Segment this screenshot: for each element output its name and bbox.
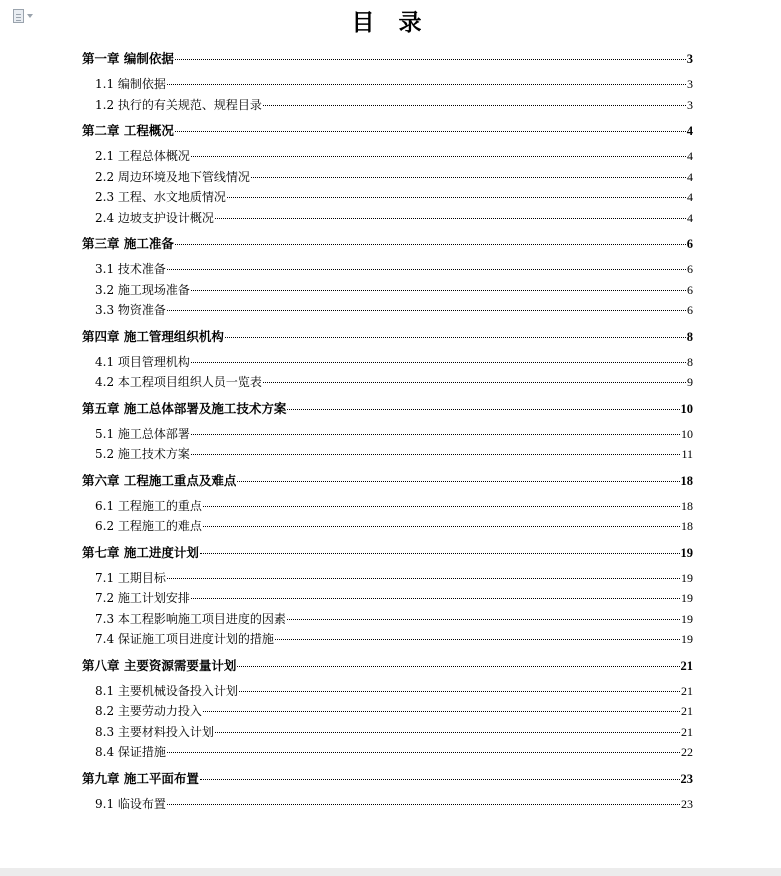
dot-leader bbox=[191, 454, 681, 455]
dot-leader bbox=[239, 691, 680, 692]
toc-section-entry[interactable] bbox=[82, 259, 693, 280]
toc-entry-label: 3.3 物资准备 bbox=[95, 303, 166, 317]
toc-section-entry[interactable] bbox=[82, 424, 693, 445]
toc-page-number: 19 bbox=[681, 591, 693, 605]
toc-entry-label: 8.2 主要劳动力投入 bbox=[95, 704, 202, 718]
page-title: 目 录 bbox=[351, 9, 430, 36]
toc-section-entry[interactable] bbox=[82, 496, 693, 517]
dot-leader bbox=[263, 105, 686, 106]
toc-entry-label: 第二章 工程概况 bbox=[82, 123, 174, 138]
dot-leader bbox=[200, 553, 680, 554]
toc-section-entry[interactable] bbox=[82, 794, 693, 815]
toc-chapter-entry[interactable] bbox=[82, 398, 693, 419]
toc-page-number: 19 bbox=[680, 545, 693, 560]
toc-page-number: 19 bbox=[681, 632, 693, 646]
toc-chapter-entry[interactable] bbox=[82, 768, 693, 789]
dot-leader bbox=[191, 156, 686, 157]
dot-leader bbox=[175, 244, 686, 245]
dot-leader bbox=[203, 711, 680, 712]
toc-chapter-entry[interactable] bbox=[82, 470, 693, 491]
toc-entry-label: 2.4 边坡支护设计概况 bbox=[95, 210, 214, 225]
dot-leader bbox=[287, 409, 679, 410]
dot-leader bbox=[175, 59, 686, 60]
toc-section-entry[interactable] bbox=[82, 629, 693, 650]
toc-entry-label: 第三章 施工准备 bbox=[82, 236, 174, 251]
toc-page-number: 4 bbox=[687, 210, 693, 225]
toc-section-entry[interactable] bbox=[82, 568, 693, 589]
dot-leader bbox=[167, 752, 680, 753]
toc-page-number: 19 bbox=[681, 611, 693, 626]
dot-leader bbox=[200, 779, 680, 780]
toc-chapter-entry[interactable] bbox=[82, 655, 693, 676]
toc-section-entry[interactable] bbox=[82, 146, 693, 167]
toc-page-number: 6 bbox=[686, 237, 693, 251]
toc-page-number: 6 bbox=[687, 262, 693, 276]
toc-entry-label: 1.2 执行的有关规范、规程目录 bbox=[95, 97, 262, 112]
toc-page-number: 4 bbox=[687, 190, 693, 204]
dot-leader bbox=[191, 290, 686, 291]
toc-section-entry[interactable] bbox=[82, 74, 693, 95]
toc-page-number: 8 bbox=[687, 354, 693, 369]
toc-section-entry[interactable] bbox=[82, 588, 693, 609]
dot-leader bbox=[215, 732, 680, 733]
toc-page-number: 19 bbox=[681, 570, 693, 585]
toc-page-number: 21 bbox=[681, 683, 693, 698]
toc-section-entry[interactable] bbox=[82, 208, 693, 229]
toc-entry-label: 2.3 工程、水文地质情况 bbox=[95, 190, 226, 204]
toc-entry-label: 6.1 工程施工的重点 bbox=[95, 498, 202, 513]
toc-entry-label: 4.1 项目管理机构 bbox=[95, 354, 190, 369]
toc-entry-label: 6.2 工程施工的难点 bbox=[95, 519, 202, 533]
toc-page-number: 23 bbox=[680, 771, 693, 786]
toc-page-number: 3 bbox=[687, 97, 693, 112]
toc-page-number: 18 bbox=[681, 519, 693, 533]
toc-page-number: 11 bbox=[681, 447, 693, 461]
toc-page-number: 18 bbox=[681, 498, 693, 513]
dot-leader bbox=[167, 578, 680, 579]
table-of-contents bbox=[82, 48, 693, 814]
toc-page-number: 9 bbox=[687, 375, 693, 389]
toc-entry-label: 7.4 保证施工项目进度计划的措施 bbox=[95, 632, 274, 646]
toc-entry-label: 第九章 施工平面布置 bbox=[82, 770, 199, 786]
toc-entry-label: 第五章 施工总体部署及施工技术方案 bbox=[82, 400, 287, 416]
toc-page-number: 21 bbox=[681, 724, 693, 739]
dot-leader bbox=[167, 310, 686, 311]
toc-section-entry[interactable] bbox=[82, 444, 693, 465]
toc-section-entry[interactable] bbox=[82, 742, 693, 763]
toc-section-entry[interactable] bbox=[82, 352, 693, 373]
toc-page-number: 4 bbox=[687, 149, 693, 163]
toc-entry-label: 5.2 施工技术方案 bbox=[95, 447, 190, 461]
dot-leader bbox=[275, 639, 680, 640]
toc-section-entry[interactable] bbox=[82, 722, 693, 743]
toc-entry-label: 7.1 工期目标 bbox=[95, 570, 166, 585]
toc-page-number: 10 bbox=[680, 401, 693, 416]
toc-page-number: 21 bbox=[680, 658, 693, 673]
toc-chapter-entry[interactable] bbox=[82, 48, 693, 69]
toc-page-number: 23 bbox=[681, 796, 693, 811]
dot-leader bbox=[215, 218, 686, 219]
toc-section-entry[interactable] bbox=[82, 516, 693, 537]
toc-page-number: 22 bbox=[681, 745, 693, 759]
dot-leader bbox=[251, 177, 686, 178]
dot-leader bbox=[227, 197, 686, 198]
toc-page-number: 3 bbox=[686, 52, 693, 66]
toc-entry-label: 8.4 保证措施 bbox=[95, 745, 166, 759]
toc-entry-label: 第一章 编制依据 bbox=[82, 51, 174, 66]
dot-leader bbox=[167, 804, 680, 805]
toc-entry-label: 2.1 工程总体概况 bbox=[95, 149, 190, 163]
toc-entry-label: 3.2 施工现场准备 bbox=[95, 282, 190, 297]
dot-leader bbox=[225, 337, 686, 338]
page-bottom-edge bbox=[0, 868, 781, 876]
dot-leader bbox=[287, 619, 680, 620]
toc-section-entry[interactable] bbox=[82, 95, 693, 116]
toc-entry-label: 5.1 施工总体部署 bbox=[95, 426, 190, 441]
dot-leader bbox=[167, 269, 686, 270]
toc-entry-label: 2.2 周边环境及地下管线情况 bbox=[95, 169, 250, 184]
dot-leader bbox=[191, 434, 680, 435]
toc-entry-label: 4.2 本工程项目组织人员一览表 bbox=[95, 375, 262, 389]
toc-section-entry[interactable] bbox=[82, 167, 693, 188]
toc-entry-label: 1.1 编制依据 bbox=[95, 77, 166, 91]
toc-section-entry[interactable] bbox=[82, 681, 693, 702]
toc-chapter-entry[interactable] bbox=[82, 120, 693, 141]
toc-page-number: 18 bbox=[680, 473, 693, 488]
toc-chapter-entry[interactable] bbox=[82, 326, 693, 347]
toc-entry-label: 第四章 施工管理组织机构 bbox=[82, 328, 224, 344]
toc-section-entry[interactable] bbox=[82, 300, 693, 321]
toc-page-number: 8 bbox=[686, 329, 693, 344]
toc-page-number: 6 bbox=[687, 303, 693, 317]
toc-section-entry[interactable] bbox=[82, 701, 693, 722]
dot-leader bbox=[167, 84, 686, 85]
toc-entry-label: 第六章 工程施工重点及难点 bbox=[82, 472, 237, 488]
toc-section-entry[interactable] bbox=[82, 187, 693, 208]
toc-page-number: 6 bbox=[687, 282, 693, 297]
dot-leader bbox=[203, 526, 680, 527]
toc-section-entry[interactable] bbox=[82, 609, 693, 630]
dot-leader bbox=[237, 481, 679, 482]
toc-page-number: 21 bbox=[681, 704, 693, 718]
toc-page-number: 10 bbox=[681, 426, 693, 441]
toc-chapter-entry[interactable] bbox=[82, 233, 693, 254]
toc-entry-label: 第七章 施工进度计划 bbox=[82, 544, 199, 560]
dot-leader bbox=[191, 362, 686, 363]
dot-leader bbox=[263, 382, 686, 383]
toc-chapter-entry[interactable] bbox=[82, 542, 693, 563]
toc-page-number: 4 bbox=[686, 124, 693, 138]
toc-entry-label: 8.3 主要材料投入计划 bbox=[95, 724, 214, 739]
toc-entry-label: 7.2 施工计划安排 bbox=[95, 591, 190, 605]
dot-leader bbox=[203, 506, 680, 507]
dot-leader bbox=[191, 598, 680, 599]
toc-entry-label: 第八章 主要资源需要量计划 bbox=[82, 657, 237, 673]
toc-page-number: 3 bbox=[687, 77, 693, 91]
dot-leader bbox=[175, 131, 686, 132]
toc-entry-label: 3.1 技术准备 bbox=[95, 262, 166, 276]
toc-entry-label: 8.1 主要机械设备投入计划 bbox=[95, 683, 238, 698]
toc-page-number: 4 bbox=[687, 169, 693, 184]
toc-entry-label: 7.3 本工程影响施工项目进度的因素 bbox=[95, 611, 286, 626]
toc-section-entry[interactable] bbox=[82, 280, 693, 301]
dot-leader bbox=[237, 666, 679, 667]
toc-entry-label: 9.1 临设布置 bbox=[95, 796, 166, 811]
toc-section-entry[interactable] bbox=[82, 372, 693, 393]
